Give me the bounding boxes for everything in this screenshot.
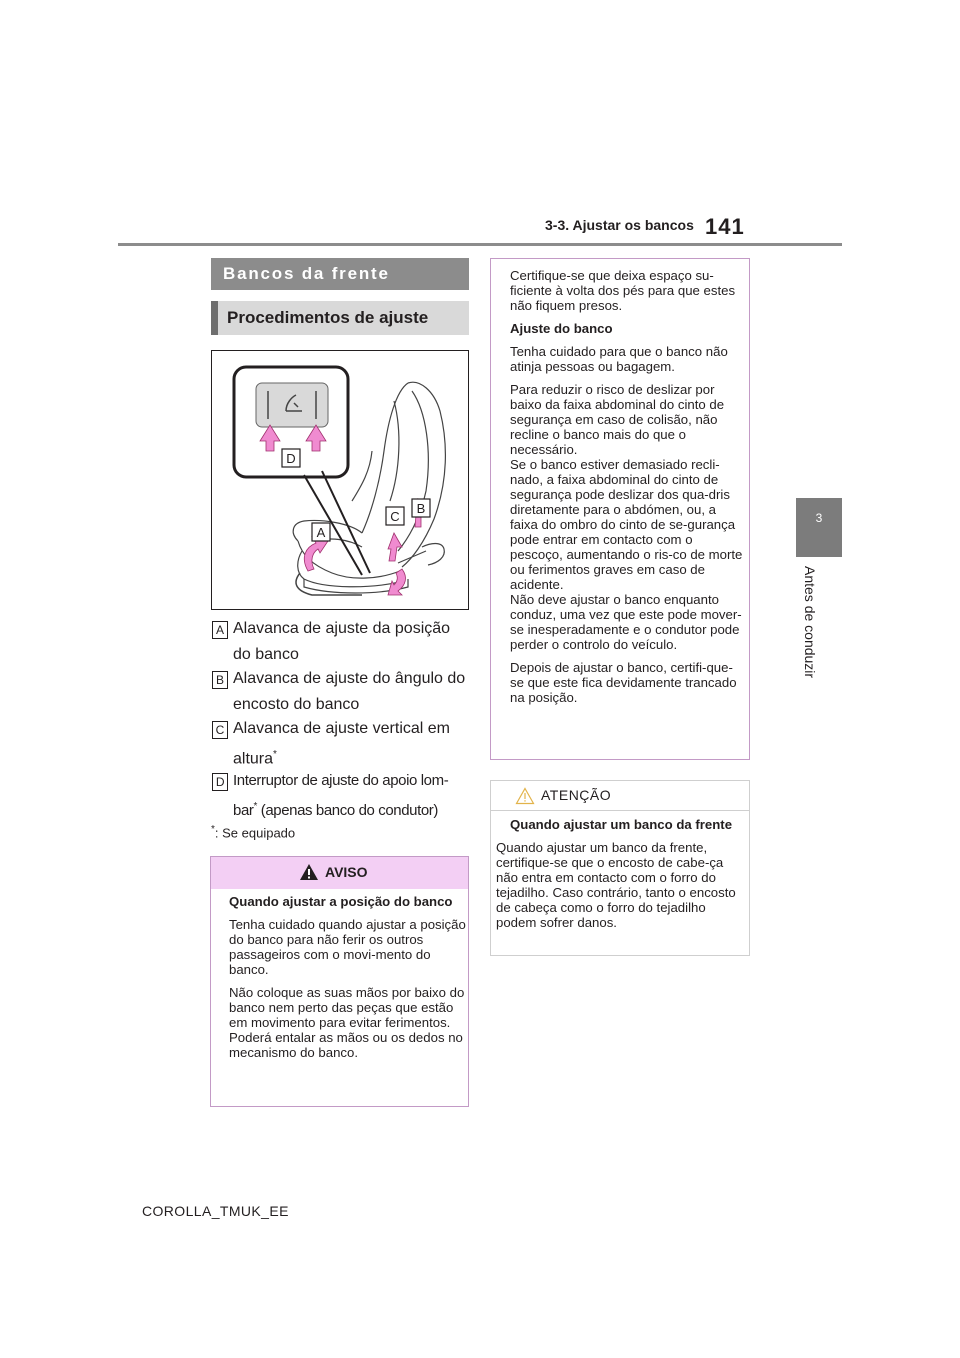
legend-key: D: [212, 773, 228, 791]
warning-label: AVISO: [325, 864, 368, 880]
notice-label: ATENÇÃO: [541, 787, 612, 803]
caution-icon: [515, 787, 535, 805]
legend-item-c: [212, 716, 472, 772]
warning-paragraph: Tenha cuidado quando ajustar a posição do banco para não ferir os outros passageiros com o movi-mento do banco.: [229, 917, 466, 977]
chapter-label-text: Antes de conduzir: [802, 566, 818, 679]
notice-body: [491, 811, 744, 930]
subsection-heading: Procedimentos de ajuste: [211, 301, 469, 335]
legend-text-after: (apenas banco do condutor): [256, 802, 438, 819]
footnote-mark: *: [211, 824, 215, 835]
callout-d: [282, 449, 300, 467]
legend-text: [233, 716, 472, 772]
notice-header: [491, 781, 749, 811]
footnote-text: : Se equipado: [214, 825, 296, 841]
warning-subtitle: Quando ajustar a posição do banco: [229, 894, 453, 909]
legend-text: Alavanca de ajuste do ângulo do encosto do banco: [233, 670, 466, 713]
warning-body: [491, 259, 744, 705]
legend-key: A: [212, 621, 228, 639]
legend-item-a: [212, 616, 472, 668]
warning-paragraph: Certifique-se que deixa espaço su-ficiente à volta dos pés para que estes não fiquem presos.: [510, 268, 736, 313]
notice-paragraph: Quando ajustar um banco da frente, certifique-se que o encosto de cabe-ça não entra em contacto com o forro do tejadilho. Caso contrário, tanto o encosto de cabeça como o forro do tejadilho podem sofrer danos.: [496, 840, 736, 930]
seat-drawing: [212, 351, 468, 609]
warning-paragraph: Para reduzir o risco de deslizar por baixo da faixa abdominal do cinto de segurança em caso de colisão, não recline o banco mais do que o necessário. Se o banco estiver demasiado recli-nado, a faixa abdominal do cinto de segurança pode deslizar dos qua-dris diretamente para o abdómen, ou, a faixa do ombro do cinto de se-gurança pode entrar em contacto com o pescoço, aumentando o ris-co de morte ou ferimentos graves em caso de acidente. Não deve ajustar o banco enquanto conduz, uma vez que este pode mover-se inesperadamente e o condutor pode perder o controlo do veículo.: [510, 382, 743, 652]
notice-box: [490, 780, 750, 956]
svg-text:B: B: [416, 501, 426, 516]
svg-text:D: D: [286, 451, 296, 466]
footnote-mark: *: [253, 801, 257, 812]
warning-paragraph: Tenha cuidado para que o banco não atinja pessoas ou bagagem.: [510, 344, 728, 374]
warning-paragraph: Depois de ajustar o banco, certifi-que-se que este fica devidamente trancado na posição.: [510, 660, 737, 705]
document-code: COROLLA_TMUK_EE: [142, 1203, 289, 1219]
lumbar-switch: [256, 383, 328, 427]
footnote-mark: *: [273, 749, 277, 760]
legend-text-main: Interruptor de ajuste do apoio lom-bar: [233, 772, 449, 819]
legend-item-b: [212, 666, 472, 718]
header-rule: [118, 243, 842, 246]
legend-key: B: [212, 671, 228, 689]
warning-header: [211, 857, 468, 889]
chapter-tab[interactable]: 3: [796, 498, 842, 557]
legend-text: Alavanca de ajuste da posição do banco: [233, 620, 451, 663]
svg-text:A: A: [316, 525, 326, 540]
callout-c: [386, 507, 404, 525]
section-title: 3-3. Ajustar os bancos: [545, 217, 694, 233]
callout-a: [312, 523, 330, 541]
legend-key: C: [212, 721, 228, 739]
warning-box: [210, 856, 469, 1107]
warning-icon: [299, 863, 319, 881]
warning-body: [211, 889, 469, 1060]
warning-box-continued: [490, 258, 750, 760]
warning-subtitle: Ajuste do banco: [510, 321, 613, 336]
footnote: [211, 824, 295, 840]
svg-text:C: C: [390, 509, 400, 524]
section-heading: Bancos da frente: [211, 258, 469, 290]
seat-illustration: [211, 350, 469, 610]
legend-text-main: Alavanca de ajuste vertical em altura: [233, 720, 450, 768]
legend-text: [233, 768, 472, 824]
warning-paragraph: Não coloque as suas mãos por baixo do banco nem perto das peças que estão em movimento para evitar ferimentos. Poderá entalar as mãos ou os dedos no mecanismo do banco.: [229, 985, 465, 1060]
legend-item-d: [212, 768, 472, 824]
notice-subtitle: Quando ajustar um banco da frente: [510, 817, 733, 832]
page-number: 141: [705, 214, 745, 239]
callout-b: [412, 499, 430, 517]
chapter-label: [800, 566, 836, 696]
